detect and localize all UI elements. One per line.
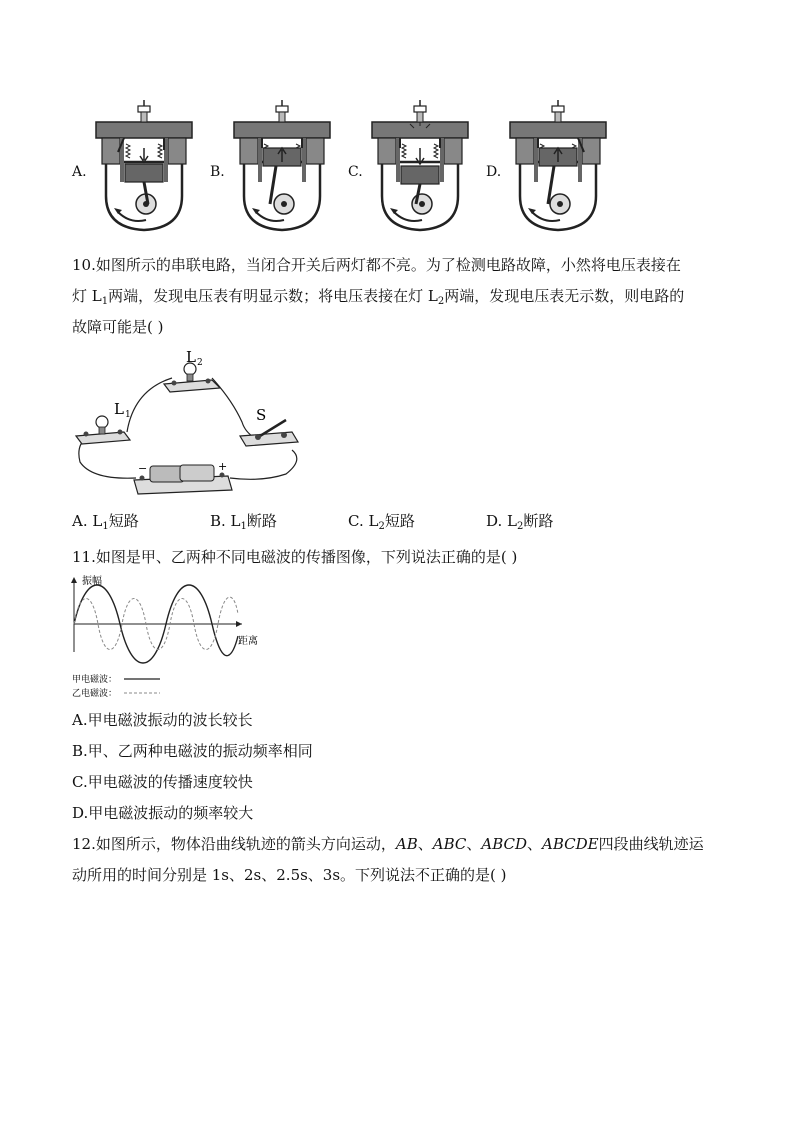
q11-option-b: B.甲、乙两种电磁波的振动频率相同 (72, 742, 313, 760)
q9-option-b-letter: B. (210, 164, 225, 180)
l2-label-sub: 2 (197, 358, 203, 368)
q11-option-d: D.甲电磁波振动的频率较大 (72, 804, 254, 822)
q9-option-a (72, 100, 202, 234)
engine-compression-stroke-icon (226, 100, 338, 234)
engine-exhaust-stroke-icon (502, 100, 614, 234)
l2-label: L (186, 350, 196, 366)
engine-intake-stroke-icon (88, 100, 200, 234)
q9-option-d (486, 100, 616, 234)
q10-stem-line-2 (72, 286, 684, 312)
q10-line2-part-a: 灯 L (72, 287, 102, 305)
q12-stem-line-1: 12.如图所示，物体沿曲线轨迹的箭头方向运动，AB、ABC、ABCD、ABCDE四段曲线轨迹运 (72, 835, 704, 853)
q10-line2-part-c: 两端，发现电压表无示数，则电路的 (444, 287, 685, 305)
q11-option-a: A.甲电磁波振动的波长较长 (72, 711, 253, 729)
lamp-l1-icon (76, 416, 130, 444)
q10-option-d: D. $L_2$断路 (486, 512, 554, 532)
q9-option-b (210, 100, 340, 234)
q9-option-d-letter: D. (486, 164, 502, 180)
q11-option-c: C.甲电磁波的传播速度较快 (72, 773, 253, 791)
q10-line2-part-b: 两端，发现电压表有明显示数；将电压表接在灯 L (108, 287, 438, 305)
wave-graph-figure (66, 574, 276, 702)
q9-option-c (348, 100, 478, 234)
q10-stem-line-3: 故障可能是( ) (72, 318, 164, 336)
wave-b-line (74, 597, 238, 649)
q10-stem-line-1: 10.如图所示的串联电路，当闭合开关后两灯都不亮。为了检测电路故障，小然将电压表接在 (72, 256, 681, 274)
battery-minus-label: − (138, 462, 148, 475)
q10-option-b: B. $L_1$断路 (210, 512, 277, 532)
engine-power-stroke-icon (364, 100, 476, 234)
q10-option-a: A. $L_1$短路 (72, 512, 139, 532)
x-axis-label: 距离 (238, 636, 258, 647)
q9-option-a-letter: A. (72, 164, 87, 180)
q11-stem: 11.如图是甲、乙两种不同电磁波的传播图像，下列说法正确的是( ) (72, 548, 518, 566)
switch-label: S (256, 406, 267, 424)
q12-stem-line-2: 动所用的时间分别是 1s、2s、2.5s、3s。下列说法不正确的是( ) (72, 866, 507, 884)
q9-option-c-letter: C. (348, 164, 363, 180)
q10-option-c: C. $L_2$短路 (348, 512, 415, 532)
y-axis-label: 振幅 (82, 576, 102, 587)
q10-line2-sub-1: 1 (101, 296, 109, 307)
l1-label: L (114, 400, 124, 418)
battery-plus-label: + (218, 460, 228, 473)
legend-wave-a: 甲电磁波： (72, 675, 118, 685)
q10-line2-sub-2: 2 (437, 296, 445, 307)
series-circuit-figure (72, 350, 312, 500)
l1-label-sub: 1 (125, 410, 131, 420)
lamp-l2-icon (164, 363, 220, 392)
legend-wave-b: 乙电磁波： (72, 689, 118, 699)
